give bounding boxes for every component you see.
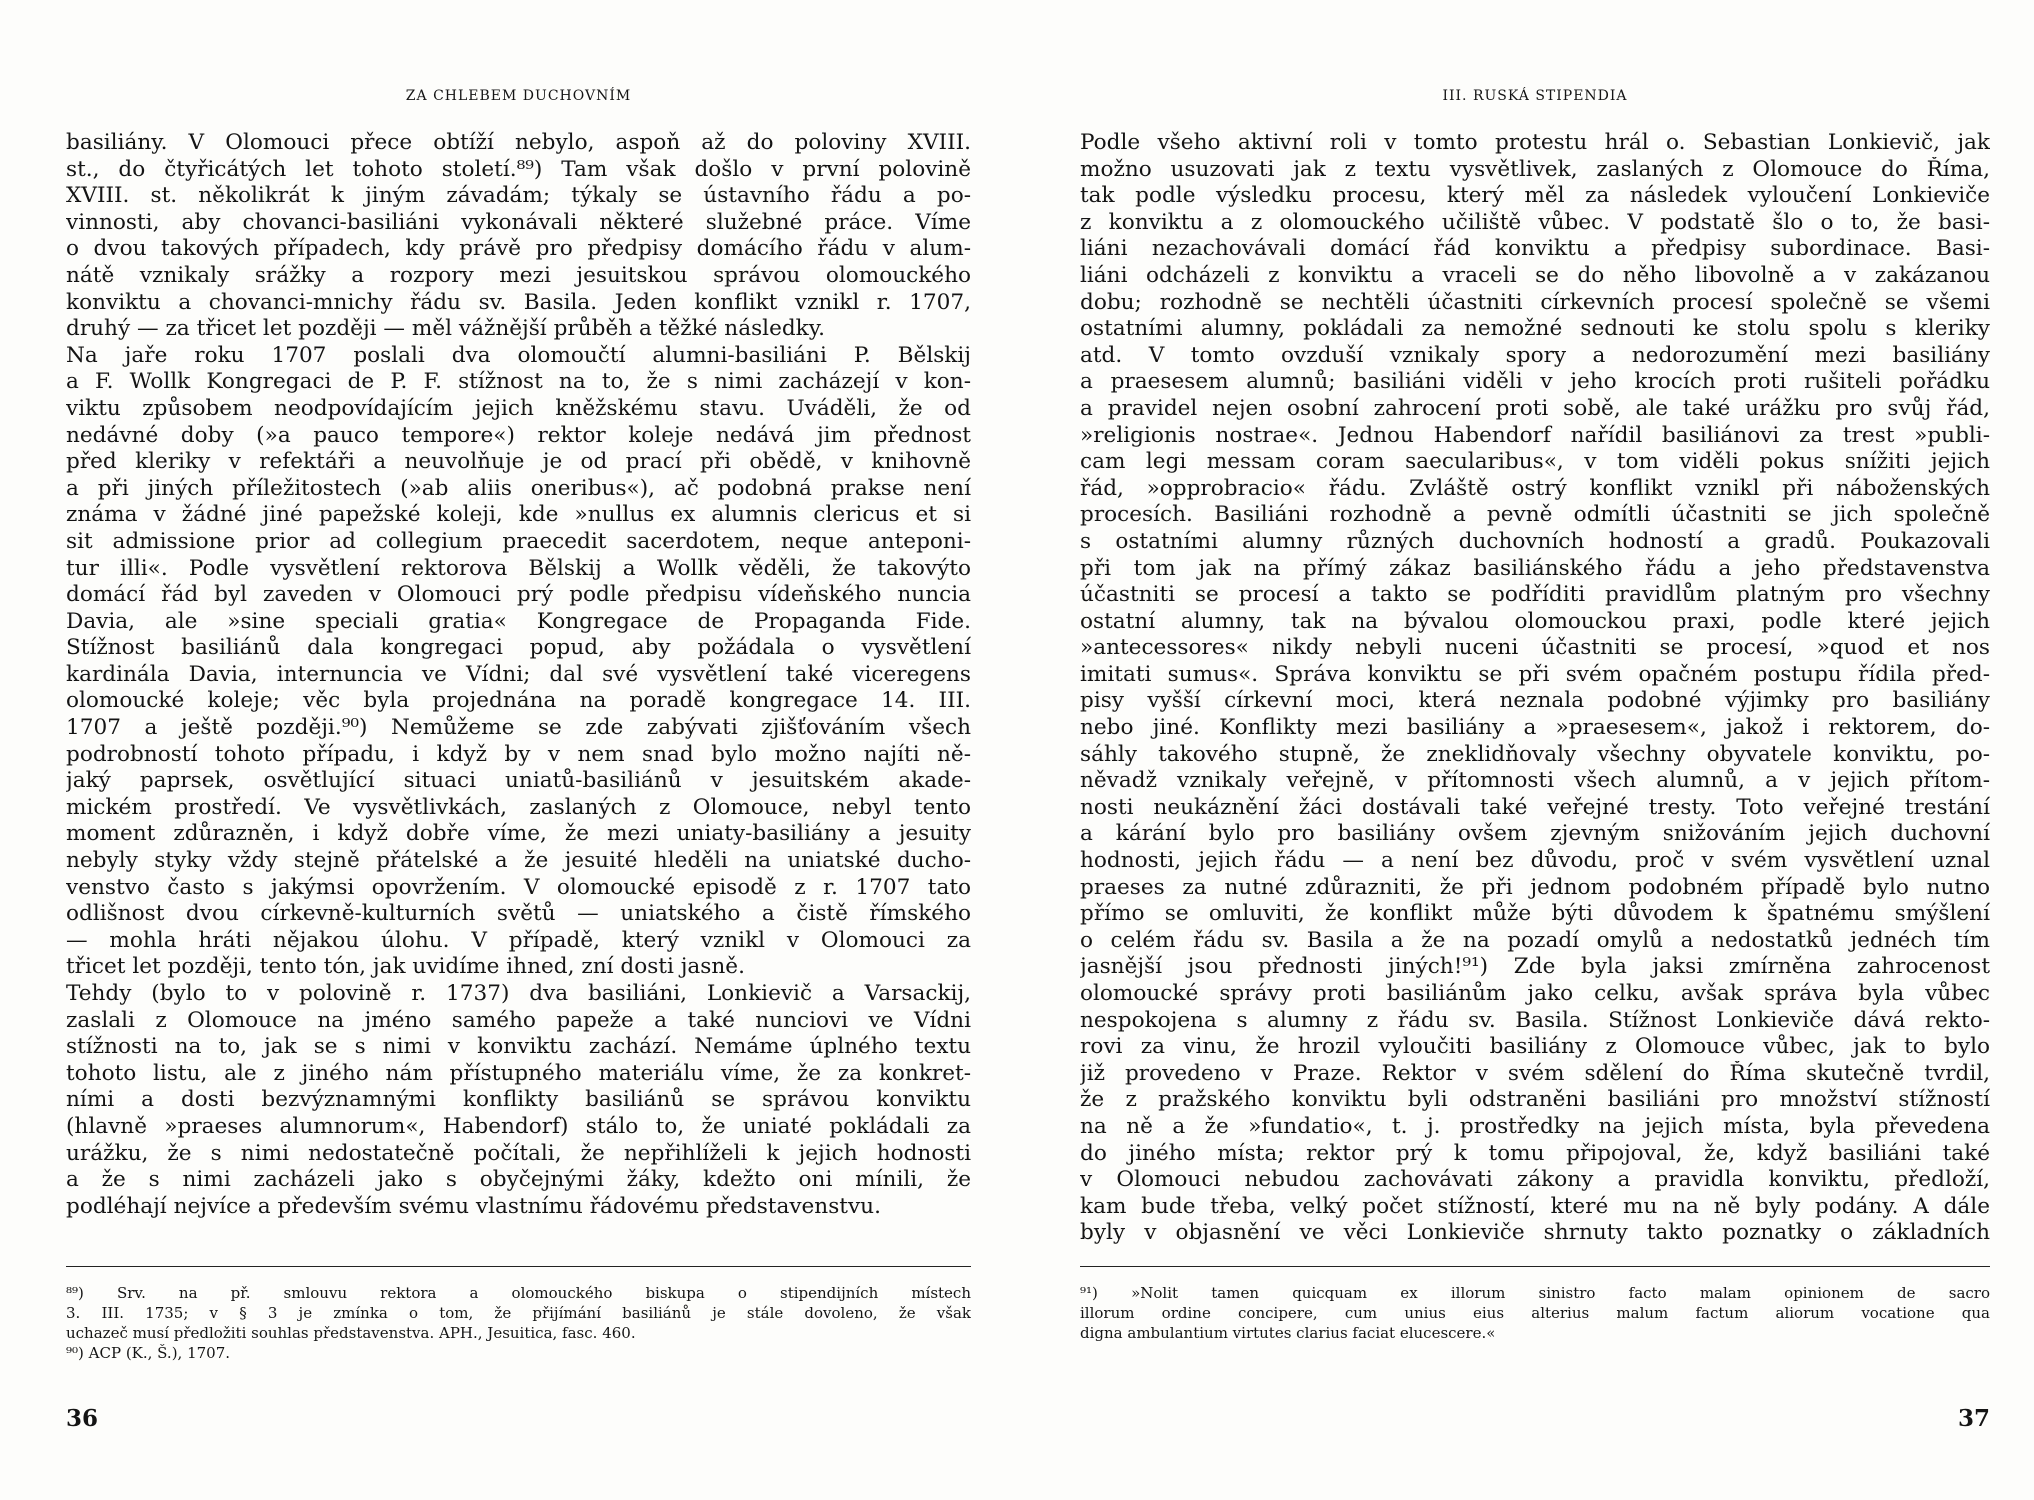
text-line: ostatními alumny, pokládali za nemožné sednouti ke stolu spolu s kleriky [1080, 316, 1990, 342]
text-line: známa v žádné jiné papežské koleji, kde »nullus ex alumnis clericus et si [66, 502, 971, 528]
text-line: st., do čtyřicátých let tohoto století.⁸⁹) Tam však došlo v první polovině [66, 156, 971, 182]
text-line: již provedeno v Praze. Rektor v svém sdělení do Říma skutečně tvrdil, [1080, 1060, 1990, 1086]
text-line: dobu; rozhodně se nechtěli účastniti církevních procesí společně se všemi [1080, 289, 1990, 315]
text-line: o celém řádu sv. Basila a že na pozadí omylů a nedostatků jednéch tím [1080, 927, 1990, 953]
text-line: a kárání bylo pro basiliány ovšem zjevným snižováním jejich duchovní [1080, 821, 1990, 847]
footnote-rule-left [66, 1266, 971, 1267]
text-line: nátě vznikaly srážky a rozpory mezi jesuitskou správou olomouckého [66, 262, 971, 288]
text-line: tur illi«. Podle vysvětlení rektorova Bělskij a Wollk věděli, že takovýto [66, 555, 971, 581]
text-line: a že s nimi zacházeli jako s obyčejnými žáky, kdežto oni mínili, že [66, 1167, 971, 1193]
text-line: nebyly styky vždy stejně přátelské a že jesuité hleděli na uniatské ducho- [66, 848, 971, 874]
text-line: Stížnost basiliánů dala kongregaci popud, aby požádala o vysvětlení [66, 635, 971, 661]
text-line: konviktu a chovanci-mnichy řádu sv. Basila. Jeden konflikt vznikl r. 1707, [66, 289, 971, 315]
text-line: při tom jak na přímý zákaz basiliánského řádu a jeho představenstva [1080, 555, 1990, 581]
text-line: domácí řád byl zaveden v Olomouci prý podle předpisu vídeňského nuncia [66, 582, 971, 608]
left-page [66, 0, 971, 1500]
text-line: »religionis nostrae«. Jednou Habendorf nařídil basiliánovi za trest »publi- [1080, 422, 1990, 448]
text-line: pisy vyšší církevní moci, která neznala podobné výjimky pro basiliány [1080, 688, 1990, 714]
text-line: a praesesem alumnů; basiliáni viděli v jeho krocích proti rušiteli pořádku [1080, 369, 1990, 395]
page-number-right: 37 [1957, 1405, 1990, 1432]
text-line: urážku, že s nimi nedostatečně počítali, že nepřihlíželi k jejich hodnosti [66, 1140, 971, 1166]
text-line: olomoucké koleje; věc byla projednána na poradě kongregace 14. III. [66, 688, 971, 714]
text-line: přímo se omluviti, že konflikt může býti důvodem k špatnému smýšlení [1080, 901, 1990, 927]
text-line: praeses za nutné zdůrazniti, že při jednom podobném případě bylo nutno [1080, 874, 1990, 900]
text-line: do jiného místa; rektor prý k tomu připojoval, že, když basiliáni také [1080, 1140, 1990, 1166]
footnote-line: 3. III. 1735; v § 3 je zmínka o tom, že přijímání basiliánů je stále dovoleno, že však [66, 1304, 971, 1322]
text-line: Na jaře roku 1707 poslali dva olomoučtí alumni-basiliáni P. Bělskij [66, 342, 971, 368]
text-line: sit admissione prior ad collegium praecedit sacerdotem, neque anteponi- [66, 528, 971, 554]
text-line: odlišnost dvou církevně-kulturních světů — uniatského a čistě římského [66, 901, 971, 927]
text-line: Podle všeho aktivní roli v tomto protestu hrál o. Sebastian Lonkievič, jak [1080, 130, 1990, 155]
text-line: účastniti se procesí a takto se podříditi pravidlům platným pro všechny [1080, 582, 1990, 608]
text-line: imitati sumus«. Správa konviktu se při svém opačném postupu řídila před- [1080, 661, 1990, 687]
text-line: podrobností tohoto případu, i když by v nem snad bylo možno najíti ně- [66, 741, 971, 767]
text-line: 1707 a ještě později.⁹⁰) Nemůžeme se zde zabývati zjišťováním všech [66, 715, 971, 741]
text-line: jasnější jsou přednosti jiných!⁹¹) Zde byla jaksi zmírněna zahrocenost [1080, 954, 1990, 980]
running-head-left: ZA CHLEBEM DUCHOVNÍM [405, 88, 632, 104]
text-line: a F. Wollk Kongregaci de P. F. stížnost na to, že s nimi zacházejí v kon- [66, 369, 971, 395]
footnote-line: digna ambulantium virtutes clarius faciat elucescere.« [1080, 1324, 1496, 1342]
right-footnotes [1080, 1283, 1990, 1343]
text-line: stížnosti na to, jak se s nimi v konviktu zachází. Nemáme úplného textu [66, 1034, 971, 1060]
text-line: a při jiných příležitostech (»ab aliis oneribus«), ač podobná prakse není [66, 475, 971, 501]
text-line: na ně a že »fundatio«, t. j. prostředky na jejich místa, byla převedena [1080, 1113, 1990, 1139]
text-line: kardinála Davia, internuncia ve Vídni; dal své vysvětlení také viceregens [66, 661, 971, 687]
text-line: třicet let později, tento tón, jak uvidíme ihned, zní dosti jasně. [66, 954, 745, 980]
text-line: možno usuzovati jak z textu vysvětlivek, zaslaných z Olomouce do Říma, [1080, 156, 1990, 182]
text-line: — mohla hráti nějakou úlohu. V případě, který vznikl v Olomouci za [66, 927, 971, 953]
text-line: hodnosti, jejich řádu — a není bez důvodu, proč v svém vysvětlení uznal [1080, 848, 1990, 874]
text-line: nespokojena s alumny z řádu sv. Basila. Stížnost Lonkieviče dává rekto- [1080, 1007, 1990, 1033]
left-footnotes [66, 1283, 971, 1363]
text-line: ními a dosti bezvýznamnými konflikty basiliánů se správou konviktu [66, 1087, 971, 1113]
page-number-left: 36 [66, 1405, 99, 1432]
footnote-line: ⁹¹) »Nolit tamen quicquam ex illorum sinistro facto malam opinionem de sacro [1080, 1284, 1990, 1302]
text-line: cam legi messam coram saecularibus«, v tom viděli pokus snížiti jejich [1080, 449, 1990, 475]
text-line: a pravidel nejen osobní zahrocení proti sobě, ale také urážku pro svůj řád, [1080, 395, 1990, 421]
text-line: druhý — za třicet let později — měl vážnější průběh a těžké následky. [66, 316, 825, 342]
text-line: XVIII. st. několikrát k jiným závadám; týkaly se ústavního řádu a po- [66, 183, 971, 209]
footnote-line: illorum ordine concipere, cum unius eius alterius malum factum aliorum vocatione qua [1080, 1304, 1990, 1322]
text-line: v Olomouci nebudou zachovávati zákony a pravidla konviktu, předloží, [1080, 1167, 1990, 1193]
text-line: z konviktu a z olomouckého učiliště vůbec. V podstatě šlo o to, že basi- [1080, 209, 1990, 235]
text-line: Davia, ale »sine speciali gratia« Kongregace de Propaganda Fide. [66, 608, 971, 634]
text-line: byly v objasnění ve věci Lonkieviče shrnuty takto poznatky o základních [1080, 1220, 1990, 1246]
text-line: olomoucké správy proti basiliánům jako celku, avšak správa byla vůbec [1080, 981, 1990, 1006]
footnote-line: ⁹⁰) ACP (K., Š.), 1707. [66, 1344, 231, 1362]
footnote-line: ⁸⁹) Srv. na př. smlouvu rektora a olomouckého biskupa o stipendijních místech [66, 1284, 971, 1302]
text-line: »antecessores« nikdy nebyli nuceni účastniti se procesí, »quod et nos [1080, 635, 1990, 661]
text-line: sáhly takového stupně, že zneklidňovaly všechny obyvatele konviktu, po- [1080, 741, 1990, 767]
text-line: vinnosti, aby chovanci-basiliáni vykonávali některé služebné práce. Víme [66, 209, 971, 235]
left-body-text [66, 130, 971, 1220]
right-page [1080, 0, 1990, 1500]
text-line: zaslali z Olomouce na jméno samého papeže a také nunciovi ve Vídni [66, 1007, 971, 1033]
footnote-line: uchazeč musí předložiti souhlas představenstva. APH., Jesuitica, fasc. 460. [66, 1324, 636, 1342]
text-line: Tehdy (bylo to v polovině r. 1737) dva basiliáni, Lonkievič a Varsackij, [66, 981, 971, 1006]
text-line: rovi za vinu, že hrozil vyloučiti basiliány z Olomouce vůbec, jak to bylo [1080, 1034, 1990, 1060]
text-line: procesích. Basiliáni rozhodně a pevně odmítli účastniti se jich společně [1080, 502, 1990, 528]
text-line: tak podle výsledku procesu, který měl za následek vyloučení Lonkieviče [1080, 183, 1990, 209]
text-line: moment zdůrazněn, i když dobře víme, že mezi uniaty-basiliány a jesuity [66, 821, 971, 847]
running-head-right: III. RUSKÁ STIPENDIA [1442, 88, 1628, 104]
text-line: tohoto listu, ale z jiného nám přístupného materiálu víme, že za konkret- [66, 1060, 971, 1086]
text-line: (hlavně »praeses alumnorum«, Habendorf) stálo to, že uniaté pokládali za [66, 1113, 971, 1139]
text-line: řád, »opprobracio« řádu. Zvláště ostrý konflikt vznikl při náboženských [1080, 475, 1990, 501]
text-line: před kleriky v refektáři a neuvolňuje je od prací při obědě, v knihovně [66, 449, 971, 475]
text-line: nebo jiné. Konflikty mezi basiliány a »praesesem«, jakož i rektorem, do- [1080, 715, 1990, 741]
text-line: basiliány. V Olomouci přece obtíží nebylo, aspoň až do poloviny XVIII. [66, 130, 971, 155]
text-line: nosti neukáznění žáci dostávali také veřejné tresty. Toto veřejné trestání [1080, 794, 1990, 820]
text-line: podléhají nejvíce a především svému vlastnímu řádovému představenstvu. [66, 1193, 881, 1219]
text-line: mickém prostředí. Ve vysvětlivkách, zaslaných z Olomouce, nebyl tento [66, 794, 971, 820]
text-line: liáni odcházeli z konviktu a vraceli se do něho libovolně a v zakázanou [1080, 262, 1990, 288]
footnote-rule-right [1080, 1266, 1990, 1267]
text-line: o dvou takových případech, kdy právě pro předpisy domácího řádu v alum- [66, 236, 971, 262]
text-line: něvadž vznikaly veřejně, v přítomnosti všech alumnů, a v jejich přítom- [1080, 768, 1990, 794]
text-line: viktu způsobem neodpovídajícím jejich kněžskému stavu. Uváděli, že od [66, 395, 971, 421]
text-line: kam bude třeba, velký počet stížností, které mu na ně byly podány. A dále [1080, 1193, 1990, 1219]
text-line: s ostatními alumny různých duchovních hodností a gradů. Poukazovali [1080, 528, 1990, 554]
text-line: nedávné doby (»a pauco tempore«) rektor koleje nedává jim přednost [66, 422, 971, 448]
text-line: že z pražského konviktu byli odstraněni basiliáni pro množství stížností [1080, 1087, 1990, 1113]
text-line: jaký paprsek, osvětlující situaci uniatů-basiliánů v jesuitském akade- [66, 768, 971, 794]
text-line: liáni nezachovávali domácí řád konviktu a předpisy subordinace. Basi- [1080, 236, 1990, 262]
text-line: atd. V tomto ovzduší vznikaly spory a nedorozumění mezi basiliány [1080, 342, 1990, 368]
right-body-text [1080, 130, 1990, 1247]
text-line: ostatní alumny, tak na bývalou olomouckou praxi, podle které jejich [1080, 608, 1990, 634]
text-line: venstvo často s jakýmsi opovržením. V olomoucké episodě z r. 1707 tato [66, 874, 971, 900]
